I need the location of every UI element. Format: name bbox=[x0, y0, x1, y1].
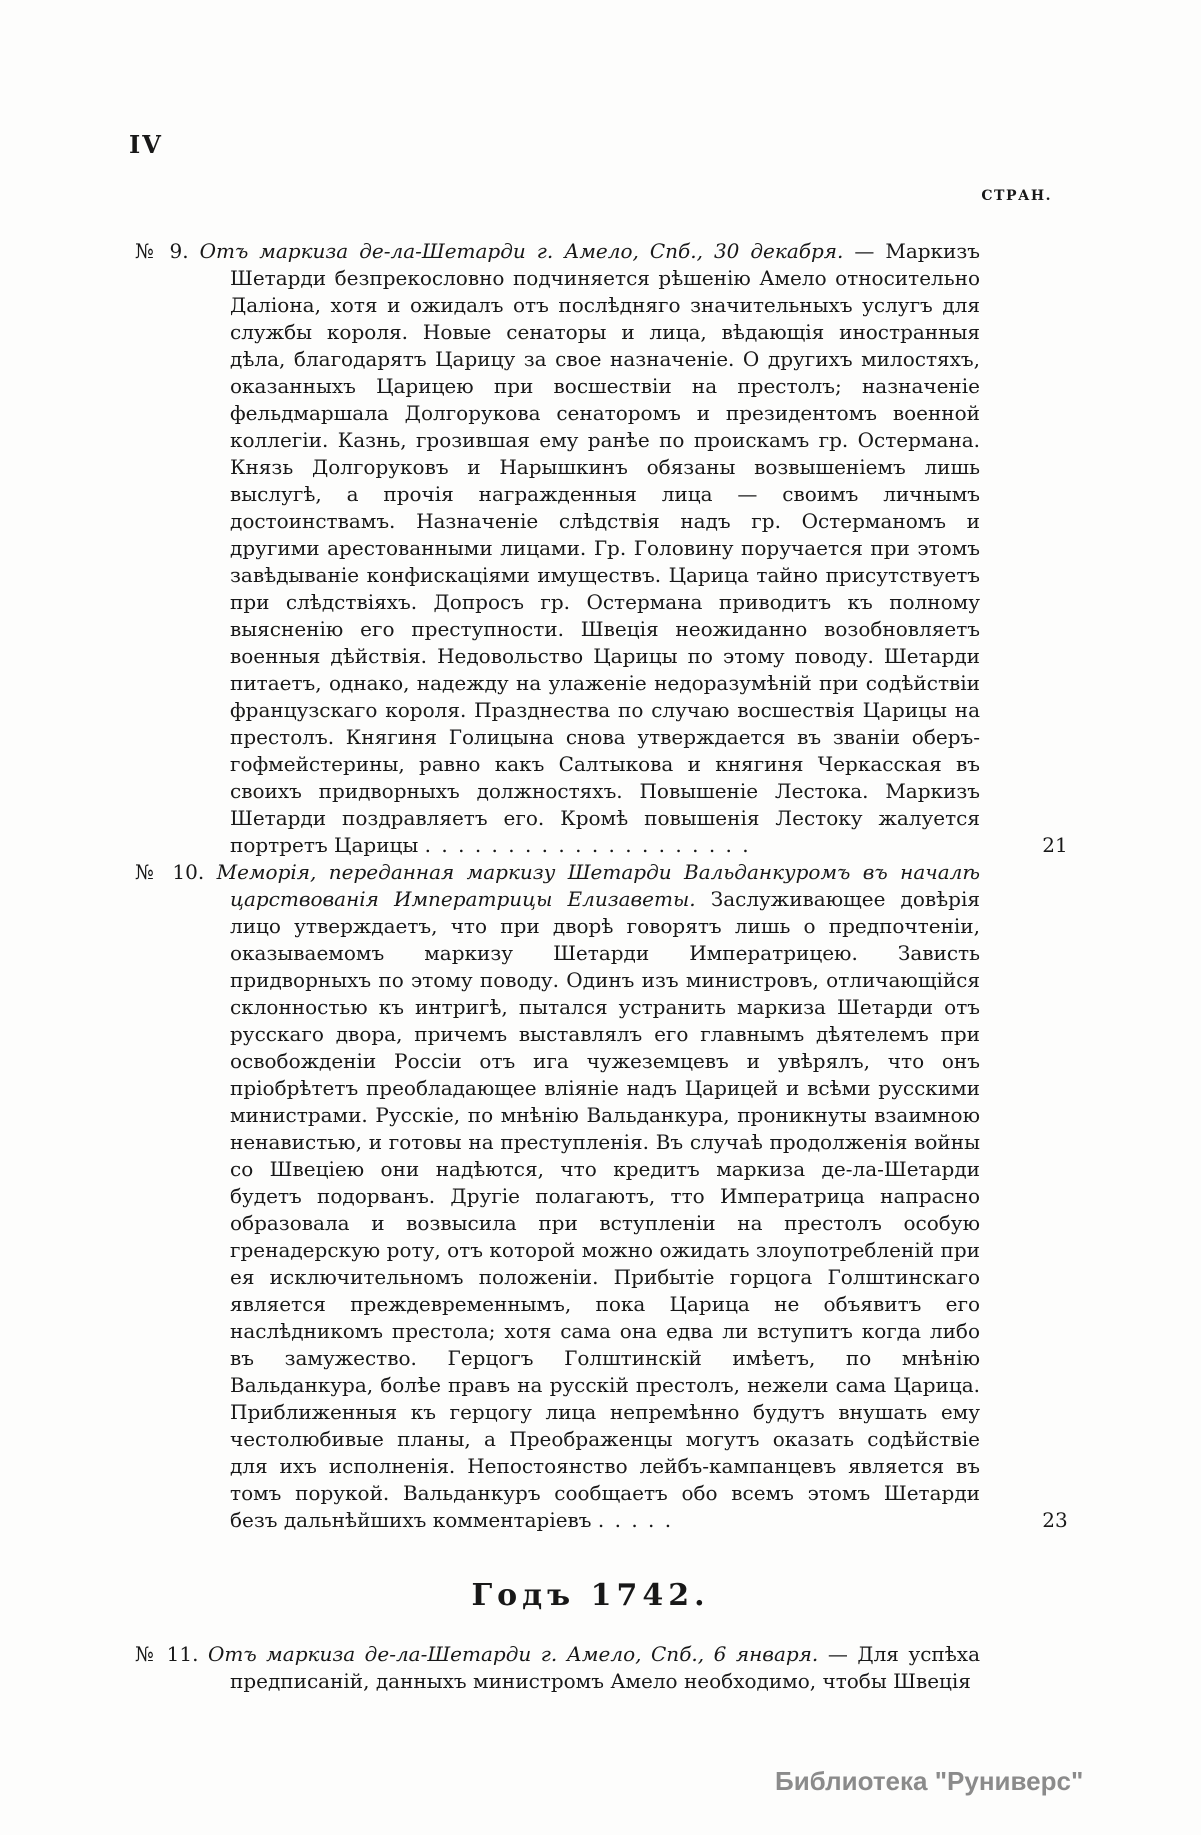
entry-title: Отъ маркиза де-ла-Шетарди г. Амело, Спб., 6 января. bbox=[207, 1642, 819, 1666]
entry-page-number: 21 bbox=[1042, 833, 1068, 857]
entry-title: Отъ маркиза де-ла-Шетарди г. Амело, Спб., 30 декабря. bbox=[199, 239, 844, 263]
pages-column-header: СТРАН. bbox=[981, 188, 1052, 204]
year-section-heading: Годъ 1742. bbox=[471, 1578, 710, 1613]
table-of-contents bbox=[135, 238, 1068, 1695]
leader-dots: . . . . . bbox=[597, 1508, 674, 1532]
entry-summary: Маркизъ Шетарди безпрекословно подчиняется рѣшенію Амело относительно Даліона, хотя и ожидалъ отъ послѣдняго значительныхъ услугъ для службы короля. Новые сенаторы и лица, вѣдающія иностранныя дѣла, благодарятъ Царицу за свое назначеніе. О другихъ милостяхъ, оказанныхъ Царицею при восшествіи на престолъ; назначеніе фельдмаршала Долгорукова сенаторомъ и президентомъ военной коллегіи. Казнь, грозившая ему ранѣе по проискамъ гр. Остермана. Князь Долгоруковъ и Нарышкинъ обязаны возвышеніемъ лишь выслугѣ, а прочія награжденныя лица — своимъ личнымъ достоинствамъ. Назначеніе слѣдствія надъ гр. Остерманомъ и другими арестованными лицами. Гр. Головину поручается при этомъ завѣдываніе конфискаціями имуществъ. Царица тайно присутствуетъ при слѣдствіяхъ. Допросъ гр. Остермана приводитъ къ полному выясненію его преступности. Швеція неожиданно возобновляетъ военныя дѣйствія. Недовольство Царицы по этому поводу. Шетарди питаетъ, однако, надежду на улаженіе недоразумѣній при содѣйствіи французскаго короля. Празднества по случаю восшествія Царицы на престолъ. Княгиня Голицына снова утверждается въ званіи оберъ-гофмейстерины, равно какъ Салтыкова и княгиня Черкасская въ своихъ придворныхъ должностяхъ. Повышеніе Лестока. Маркизъ Шетарди поздравляетъ его. Кромѣ повышенія Лестоку жалуется портретъ Царицы bbox=[230, 239, 981, 857]
entry-title: Меморія, переданная маркизу Шетарди Вальданкуромъ въ началѣ царствованія Императрицы Елизаветы. bbox=[216, 860, 981, 911]
toc-entry-11 bbox=[135, 1641, 980, 1695]
entry-number: № 10. bbox=[135, 860, 205, 884]
entry-page-number: 23 bbox=[1042, 1508, 1068, 1532]
entry-summary: Заслуживающее довѣрія лицо утверждаетъ, что при дворѣ говорятъ лишь о предпочтеніи, оказываемомъ маркизу Шетарди Императрицею. Зависть придворныхъ по этому поводу. Одинъ изъ министровъ, отличающійся склонностью къ интригѣ, пытался устранить маркиза Шетарди отъ русскаго двора, причемъ выставлялъ его главнымъ дѣятелемъ при освобожденіи Россіи отъ ига чужеземцевъ и увѣрялъ, что онъ пріобрѣтетъ преобладающее вліяніе надъ Царицей и всѣми русскими министрами. Русскіе, по мнѣнію Вальданкура, проникнуты взаимною ненавистью, и готовы на преступленія. Въ случаѣ продолженія войны со Швеціею они надѣются, что кредитъ маркиза де-ла-Шетарди будетъ подорванъ. Другіе полагаютъ, тто Императрица напрасно образовала и возвысила при вступленіи на престолъ особую гренадерскую роту, отъ которой можно ожидать злоупотребленій при ея исключительномъ положеніи. Прибытіе горцога Голштинскаго является преждевременнымъ, пока Царица не объявитъ его наслѣдникомъ престола; хотя сама она едва ли вступитъ когда либо въ замужество. Герцогъ Голштинскій имѣетъ, по мнѣнію Вальданкура, болѣе правъ на русскій престолъ, нежели сама Царица. Приближенныя къ герцогу лица непремѣнно будутъ внушать ему честолюбивые планы, а Преображенцы могутъ оказать содѣйствіе для ихъ исполненія. Непостоянство лейбъ-кампанцевъ является въ томъ порукой. Вальданкуръ сообщаетъ обо всемъ этомъ Шетарди безъ дальнѣйшихъ комментаріевъ bbox=[230, 887, 981, 1532]
entry-number: № 11. bbox=[135, 1642, 199, 1666]
entry-summary: Для успѣха предписаній, данныхъ министромъ Амело необходимо, чтобы Швеція bbox=[230, 1642, 981, 1693]
entry-number: № 9. bbox=[135, 239, 189, 263]
entry-separator: — bbox=[854, 239, 886, 263]
toc-entry-9 bbox=[135, 238, 1068, 859]
entry-separator: — bbox=[827, 1642, 858, 1666]
folio-numeral: IV bbox=[129, 130, 163, 159]
library-watermark: Библиотека "Руниверс" bbox=[775, 1766, 1084, 1796]
leader-dots: . . . . . . . . . . . . . . . . . . . . bbox=[424, 833, 751, 857]
toc-entry-10 bbox=[135, 859, 1068, 1534]
